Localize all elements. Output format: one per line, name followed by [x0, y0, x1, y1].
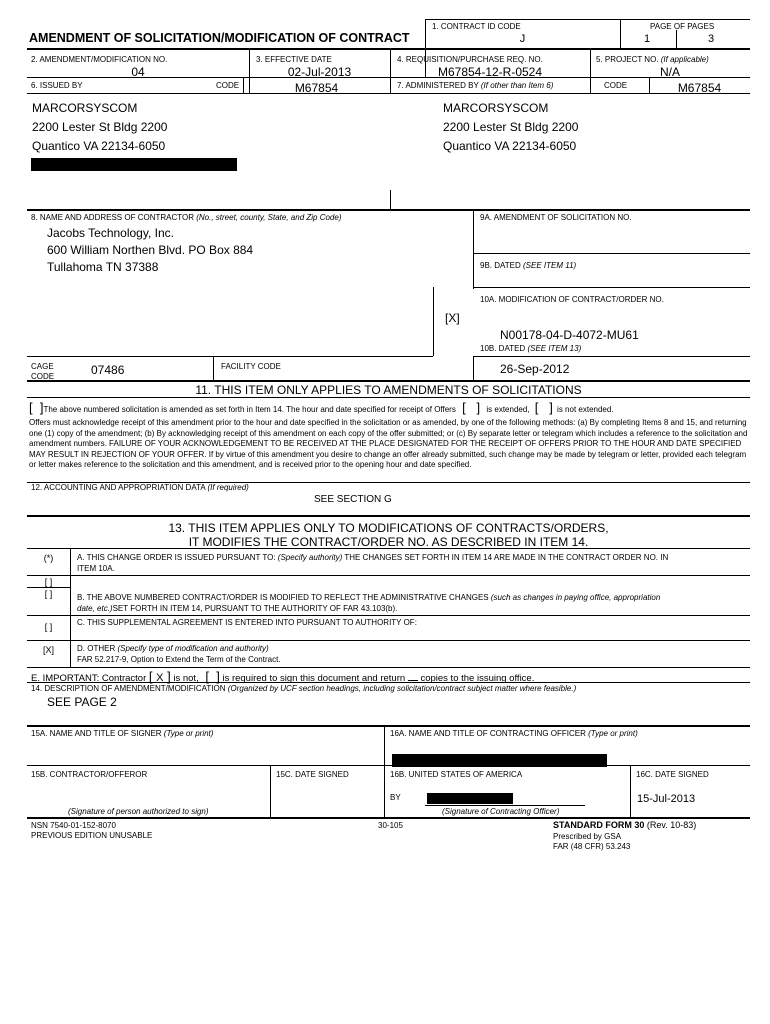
administered-by-code-value: M67854 — [677, 81, 722, 95]
redaction-bar — [392, 754, 607, 767]
rule — [433, 287, 434, 356]
administered-by-code-label: CODE — [604, 81, 628, 90]
contract-id-label: 1. CONTRACT ID CODE — [432, 22, 521, 31]
rule — [390, 190, 391, 209]
cage-code-value: 07486 — [91, 363, 125, 377]
rule — [27, 515, 750, 517]
rule — [473, 253, 750, 254]
administered-by-label: 7. ADMINISTERED BY (If other than Item 6) — [397, 81, 554, 90]
signature-officer-caption: (Signature of Contracting Officer) — [442, 807, 560, 816]
contractor-street: 600 William Northen Blvd. PO Box 884 — [47, 243, 254, 257]
accounting-label: 12. ACCOUNTING AND APPROPRIATION DATA (If required) — [31, 483, 249, 492]
item-b-text: B. THE ABOVE NUMBERED CONTRACT/ORDER IS MODIFIED TO REFLECT THE ADMINISTRATIVE CHANGES (such as changes in paying office, appropriation — [77, 593, 661, 602]
item-d-text: D. OTHER (Specify type of modification and authority) — [77, 644, 269, 653]
facility-code-label: FACILITY CODE — [221, 362, 281, 371]
rule — [27, 356, 433, 357]
nsn-number: NSN 7540-01-152-8070 — [31, 821, 116, 830]
section-13-title-2: IT MODIFIES THE CONTRACT/ORDER NO. AS DESCRIBED IN ITEM 14. — [188, 535, 589, 549]
dated-10b-label: 10B. DATED (SEE ITEM 13) — [480, 344, 582, 353]
contract-order-number: N00178-04-D-4072-MU61 — [500, 328, 639, 342]
contractor-date-label: 15C. DATE SIGNED — [276, 770, 349, 779]
prescribed-by: Prescribed by GSA — [553, 832, 622, 841]
section-11-paragraph: Offers must acknowledge receipt of this amendment prior to the hour and date specified in the solicitation or as amended, by one of the following methods: (a) By completing Items 8 and 15, and returning one (1) copy of the amendment; (b) By acknowledging receipt of this amendment on each copy of the offer submitted; or (c) By separate letter or telegram which includes a reference to the solicitation and amendment numbers. FAILURE OF YOUR ACKNOWLEDGEMENT TO BE RECEIVED AT THE PLACE DESIGNATED FOR THE RECEIPT OF OFFERS PRIOR TO THE HOUR AND DATE SPECIFIED MAY RESULT IN REJECTION OF YOUR OFFER. If by virtue of this amendment you desire to change an offer already submitted, such change may be made by telegram or letter, provided each telegram or letter makes reference to the solicitation and this amendment, and is received prior to the opening hour and date specified. — [29, 418, 748, 469]
accounting-value: SEE SECTION G — [314, 494, 392, 505]
item-d-checkbox[interactable]: [X] — [42, 645, 54, 655]
signature-line — [425, 805, 585, 806]
admin-name: MARCORSYSCOM — [443, 101, 549, 115]
rule — [473, 356, 474, 380]
amendment-no-value: 04 — [131, 65, 145, 79]
contractor-name: Jacobs Technology, Inc. — [47, 226, 174, 240]
rule — [27, 765, 750, 766]
issuer-city: Quantico VA 22134-6050 — [32, 139, 166, 153]
item-10-checkbox[interactable]: [X] — [445, 311, 460, 325]
effective-date-label: 3. EFFECTIVE DATE — [256, 55, 332, 64]
item-d-authority: FAR 52.217-9, Option to Extend the Term of the Contract. — [77, 655, 281, 664]
admin-street: 2200 Lester St Bldg 2200 — [443, 120, 579, 134]
form-code: 30-105 — [378, 821, 403, 830]
project-no-value: N/A — [659, 65, 680, 79]
rule — [27, 667, 750, 668]
contractor-city: Tullahoma TN 37388 — [47, 260, 159, 274]
effective-date-value: 02-Jul-2013 — [287, 65, 352, 79]
contracting-officer-label: 16A. NAME AND TITLE OF CONTRACTING OFFICER (Type or print) — [390, 729, 638, 738]
rule — [27, 209, 750, 211]
cage-label-1: CAGE — [31, 362, 54, 371]
item-a-text-2: ITEM 10A. — [77, 564, 115, 573]
requisition-label: 4. REQUISITION/PURCHASE REQ. NO. — [397, 55, 543, 64]
rule — [473, 356, 750, 357]
description-label: 14. DESCRIPTION OF AMENDMENT/MODIFICATION (Organized by UCF section headings, including solicitation/contract subject matter where feasible.) — [31, 684, 577, 693]
rule — [630, 765, 631, 817]
rule — [27, 725, 750, 727]
item-b-checkbox[interactable]: [ ] — [44, 589, 53, 599]
officer-signature-redaction — [427, 793, 513, 804]
form-title: AMENDMENT OF SOLICITATION/MODIFICATION OF CONTRACT — [29, 31, 410, 45]
rule — [27, 587, 70, 588]
dated-10b-value: 26-Sep-2012 — [500, 362, 570, 376]
not-extended-checkbox[interactable]: [ ] — [534, 400, 553, 415]
modification-contract-label: 10A. MODIFICATION OF CONTRACT/ORDER NO. — [480, 295, 664, 304]
total-pages: 3 — [708, 33, 715, 45]
rule — [384, 725, 385, 817]
page-number: 1 — [644, 33, 651, 45]
item-b-text-2: date, etc.)SET FORTH IN ITEM 14, PURSUANT TO THE AUTHORITY OF FAR 43.103(b). — [77, 604, 398, 613]
project-no-label: 5. PROJECT NO. (If applicable) — [596, 55, 709, 64]
rule — [27, 615, 750, 616]
requisition-value: M67854-12-R-0524 — [437, 65, 543, 79]
is-required-checkbox[interactable]: [ ] — [205, 669, 220, 684]
rule — [473, 287, 750, 288]
rule — [70, 548, 71, 667]
contractor-offeror-label: 15B. CONTRACTOR/OFFEROR — [31, 770, 148, 779]
issued-by-code-label: CODE — [216, 81, 240, 90]
rule — [473, 209, 474, 289]
cage-label-2: CODE — [31, 372, 55, 381]
rule — [27, 640, 750, 641]
blank-checkbox[interactable]: [ ] — [44, 577, 53, 587]
standard-form-label: STANDARD FORM 30 (Rev. 10-83) — [553, 820, 697, 830]
amendment-no-label: 2. AMENDMENT/MODIFICATION NO. — [31, 55, 168, 64]
rule — [620, 19, 621, 48]
rule — [27, 817, 750, 819]
item-c-checkbox[interactable]: [ ] — [44, 622, 53, 632]
dated-9b-label: 9B. DATED (SEE ITEM 11) — [480, 261, 577, 270]
rule — [213, 356, 214, 380]
rule — [270, 765, 271, 817]
section-11-title: 11. THIS ITEM ONLY APPLIES TO AMENDMENTS OF SOLICITATIONS — [195, 383, 582, 397]
far-reference: FAR (48 CFR) 53.243 — [553, 842, 631, 851]
previous-edition-note: PREVIOUS EDITION UNUSABLE — [31, 831, 153, 840]
copies-blank[interactable] — [408, 680, 418, 681]
amendment-solicitation-label: 9A. AMENDMENT OF SOLICITATION NO. — [480, 213, 632, 222]
item-a-text: A. THIS CHANGE ORDER IS ISSUED PURSUANT TO: (Specify authority) THE CHANGES SET FORTH IN ITEM 14 ARE MADE IN THE CONTRACT ORDER NO. IN — [77, 553, 669, 562]
signature-person-caption: (Signature of person authorized to sign) — [68, 807, 209, 816]
rule — [676, 30, 677, 48]
officer-date-label: 16C. DATE SIGNED — [636, 770, 709, 779]
item-a-checkbox[interactable]: (*) — [43, 553, 54, 563]
item-c-text: C. THIS SUPPLEMENTAL AGREEMENT IS ENTERED INTO PURSUANT TO AUTHORITY OF: — [77, 618, 417, 627]
contract-id-value: J — [519, 33, 526, 45]
officer-date-value: 15-Jul-2013 — [637, 793, 696, 805]
offer-amended-checkbox[interactable]: [ ] — [29, 400, 44, 415]
issued-by-code-value: M67854 — [294, 81, 339, 95]
rule — [425, 19, 750, 20]
page-of-pages-label: PAGE OF PAGES — [650, 22, 715, 31]
admin-city: Quantico VA 22134-6050 — [443, 139, 577, 153]
rule — [27, 397, 750, 398]
is-not-checkbox[interactable]: [ X ] — [148, 669, 171, 684]
important-line: E. IMPORTANT: Contractor [ X ] is not, [ ] is required to sign this document and return copies to the issuing office. — [31, 669, 535, 684]
issuer-street: 2200 Lester St Bldg 2200 — [32, 120, 168, 134]
rule — [27, 380, 750, 382]
section-13-title-1: 13. THIS ITEM APPLIES ONLY TO MODIFICATIONS OF CONTRACTS/ORDERS, — [168, 521, 609, 535]
signer-name-label: 15A. NAME AND TITLE OF SIGNER (Type or print) — [31, 729, 214, 738]
rule — [27, 575, 750, 576]
by-label: BY — [390, 793, 401, 802]
united-states-label: 16B. UNITED STATES OF AMERICA — [390, 770, 523, 779]
extended-checkbox[interactable]: [ ] — [462, 400, 481, 415]
section-11-offer-line: [ ]The above numbered solicitation is amended as set forth in Item 14. The hour and date specified for receipt of Offers [ ] is extended, [ ] is not extended. — [29, 400, 614, 415]
contractor-label: 8. NAME AND ADDRESS OF CONTRACTOR (No., street, county, State, and Zip Code) — [31, 213, 342, 222]
redaction-bar — [31, 158, 237, 171]
description-value: SEE PAGE 2 — [47, 695, 117, 709]
issuer-name: MARCORSYSCOM — [32, 101, 138, 115]
issued-by-label: 6. ISSUED BY — [31, 81, 83, 90]
rule — [27, 48, 750, 50]
